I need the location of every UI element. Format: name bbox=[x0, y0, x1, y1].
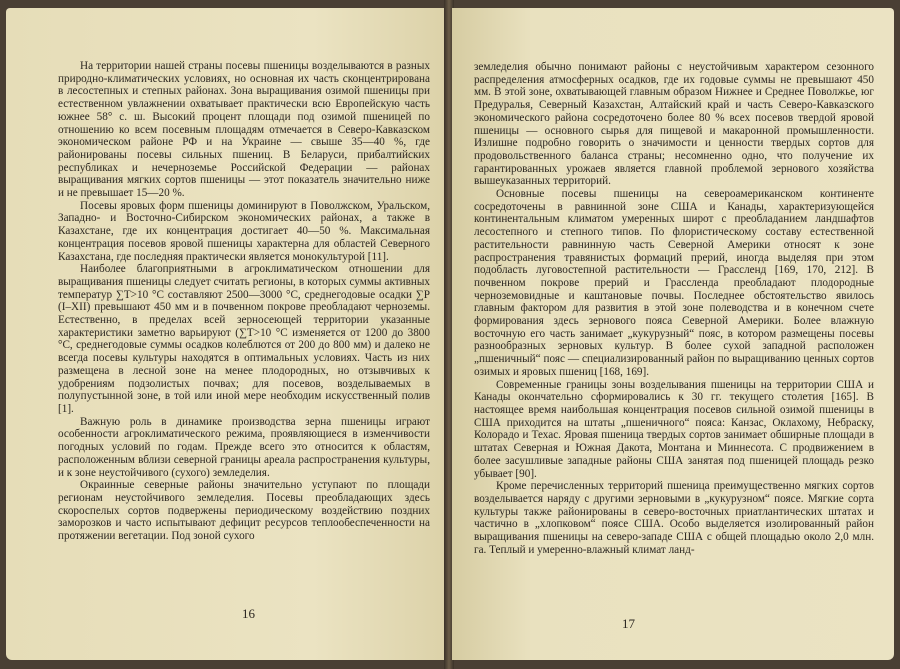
page-number-right: 17 bbox=[622, 616, 635, 631]
paragraph: земледелия обычно понимают районы с неустойчивым характером сезонного распределения атмосферных осадков, где их годовые суммы не превышают 450 мм. В этой зоне, охватывающей главным образом Нижнее и Среднее Поволжье, юг Предуралья, Северный Казахстан, Алтайский край и часть Северо-Кавказского экономического района сосредоточено более 80 % всех посевов твердой яровой пшеницы — основного сырья для пищевой и макаронной промышленности. Излишне подробно говорить о значимости и ценности твердых сортов для продовольственного баланса страны; несомненно одно, что получение их гарантированных урожаев является главной проблемой зернового хозяйства вышеуказанных территорий. bbox=[474, 61, 874, 188]
paragraph: Посевы яровых форм пшеницы доминируют в Поволжском, Уральском, Западно- и Восточно-Сибирском экономических районах, а также в Казахстане, где их концентрация достигает 40—50 %. Максимальная концентрация посевов яровой пшеницы характерна для областей Северного Казахстана, где последняя практически является монокультурой [11]. bbox=[58, 199, 430, 263]
paragraph: Современные границы зоны возделывания пшеницы на территории США и Канады окончательно сформировались к 30 гг. текущего столетия [165]. В настоящее время наибольшая концентрация посевов сильной озимой пшеницы в США приходится на штаты „пшеничного“ пояса: Канзас, Оклахому, Небраску, Колорадо и Техас. Яровая пшеница твердых сортов занимает обширные площади в штатах Северная и Южная Дакота, Монтана и Миннесота. С продвижением в более засушливые западные районы США занятая под пшеницей площадь резко убывает [90]. bbox=[474, 378, 874, 480]
right-page-text bbox=[474, 61, 874, 556]
page-number-left: 16 bbox=[242, 606, 255, 621]
paragraph: Кроме перечисленных территорий пшеница преимущественно мягких сортов возделывается наряду с другими зерновыми в „кукурузном“ поясе. Мягкие сорта культуры также районированы в северо-восточных приатлантических штатах и частично в „хлопковом“ поясе США. Особо выделяется изолированный район выращивания пшеницы на северо-западе США с общей площадью около 2,0 млн. га. Теплый и умеренно-влажный климат ланд- bbox=[474, 480, 874, 556]
paragraph: Основные посевы пшеницы на североамериканском континенте сосредоточены в равнинной зоне США и Канады, характеризующейся континентальным климатом умеренных широт с преобладанием ландшафтов лесостепного и степного типов. По флористическому составу естественной растительности равнинную часть Северной Америки относят к зоне распространения травянистых формаций прерий, иногда выделяя при этом подобласть луговостепной растительности — Грассленд [169, 170, 212]. В почвенном покрове прерий и Грассленда преобладают плодородные черноземовидные и каштановые почвы. Последнее обстоятельство явилось главным фактором для развития в этой зоне полеводства и в конечном счете формирования здесь зернового пояса Северной Америки. Более влажную восточную его часть занимает „кукурузный“ пояс, в котором размещены посевы разнообразных зерновых культур. В более сухой западной расположен „пшеничный“ пояс — специализированный район по выращиванию ценных сортов озимых и яровых пшениц [168, 169]. bbox=[474, 188, 874, 378]
right-page bbox=[452, 8, 894, 660]
left-page bbox=[6, 8, 446, 660]
paragraph: Важную роль в динамике производства зерна пшеницы играют особенности агроклиматического режима, проявляющиеся в изменчивости погодных условий по годам. Прежде всего это относится к областям, расположенным вблизи северной границы ареала распространения культуры, и к зоне неустойчивого (сухого) земледелия. bbox=[58, 415, 430, 479]
paragraph: На территории нашей страны посевы пшеницы возделываются в разных природно-климатических условиях, но основная их часть сконцентрирована в лесостепных и степных районах. Зона выращивания озимой пшеницы при естественном увлажнении охватывает практически всю Европейскую часть южнее 58° с. ш. Высокий процент площади под озимой пшеницей по отношению ко всем посевным площадям отмечается в Северо-Кавказском экономическом районе РФ и на Украине — свыше 35—40 %, где районированы посевы сильных пшениц. В Беларуси, прибалтийских республиках и нечерноземье Российской Федерации — районах выращивания мягких сортов пшеницы — этот показатель значительно ниже и не превышает 15—20 %. bbox=[58, 60, 430, 200]
paragraph: Окраинные северные районы значительно уступают по площади регионам неустойчивого земледелия. Посевы преобладающих здесь скороспелых сортов подвержены периодическому воздействию поздних заморозков и часто испытывают дефицит ресурсов теплообеспеченности на протяжении вегетации. Под зоной сухого bbox=[58, 479, 430, 543]
paragraph: Наиболее благоприятными в агроклиматическом отношении для выращивания пшеницы следует считать регионы, в которых суммы активных температур ∑T>10 °C составляют 2500—3000 °C, среднегодовые осадки ∑P (I–XII) превышают 450 мм и в почвенном покрове преобладают черноземы. Естественно, в пределах всей зерносеющей территории указанные характеристики заметно варьируют (∑T>10 °C изменяется от 1200 до 3800 °C, среднегодовые суммы осадков колеблются от 200 до 800 мм) и далеко не всегда посевы культуры находятся в оптимальных условиях. Часть из них размещена в лесной зоне на менее плодородных, но отзывчивых к удобрениям подзолистых почвах; для посевов, возделываемых в полупустынной зоне, в той или иной мере необходим искусственный полив [1]. bbox=[58, 263, 430, 415]
left-page-text bbox=[58, 60, 430, 543]
